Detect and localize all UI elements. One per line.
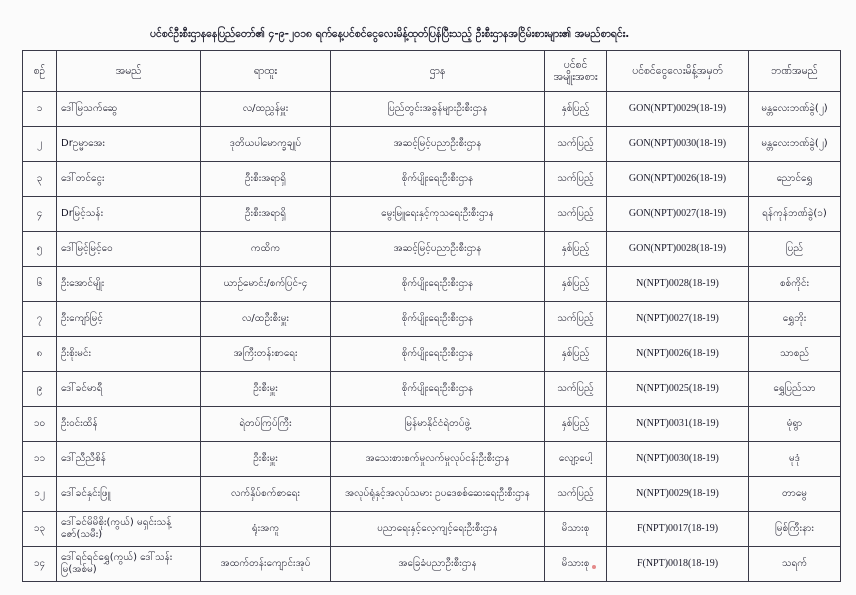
cell-serial: ၁၀ bbox=[23, 407, 57, 442]
cell-pension-type: သက်ပြည့် bbox=[545, 197, 607, 232]
cell-name: ဦးဝင်းထိန် bbox=[57, 407, 201, 442]
cell-serial: ၁၄ bbox=[23, 547, 57, 582]
cell-license-number: N(NPT)0027(18-19) bbox=[607, 302, 749, 337]
cell-rank: ဦးစီးမှူး bbox=[201, 442, 331, 477]
cell-pension-type: နှစ်ပြည့် bbox=[545, 407, 607, 442]
cell-department: စိုက်ပျိုးရေးဦးစီးဌာန bbox=[331, 162, 545, 197]
cell-bank: တာမွေ bbox=[749, 477, 841, 512]
cell-department: စိုက်ပျိုးရေးဦးစီးဌာန bbox=[331, 337, 545, 372]
cell-license-number: N(NPT)0025(18-19) bbox=[607, 372, 749, 407]
cell-pension-type: သက်ပြည့် bbox=[545, 127, 607, 162]
cell-rank: ရဲတပ်ကြပ်ကြီး bbox=[201, 407, 331, 442]
table-row bbox=[23, 92, 841, 127]
cell-serial: ၉ bbox=[23, 372, 57, 407]
cell-license-number: GON(NPT)0030(18-19) bbox=[607, 127, 749, 162]
cell-license-number: N(NPT)0029(18-19) bbox=[607, 477, 749, 512]
cell-bank: မန္တလေးဘဏ်ခွဲ(၂) bbox=[749, 92, 841, 127]
header-license-number: ပင်စင်ငွေလေးမိန့်အမှတ် bbox=[607, 51, 749, 92]
cell-serial: ၂ bbox=[23, 127, 57, 162]
cell-department: မြန်မာနိုင်ငံရဲတပ်ဖွဲ့ bbox=[331, 407, 545, 442]
table-row bbox=[23, 372, 841, 407]
cell-name: ဒေါ်တင်ငွေး bbox=[57, 162, 201, 197]
cell-name: ဒေါ်မြင့်မြင့်ဝေ bbox=[57, 232, 201, 267]
cell-license-number: F(NPT)0018(18-19) bbox=[607, 547, 749, 582]
table-row bbox=[23, 337, 841, 372]
cell-pension-type: နှစ်ပြည့် bbox=[545, 337, 607, 372]
cell-license-number: GON(NPT)0029(18-19) bbox=[607, 92, 749, 127]
cell-serial: ၇ bbox=[23, 302, 57, 337]
cell-serial: ၃ bbox=[23, 162, 57, 197]
cell-name: ဒေါ်မြသက်ဆွေ bbox=[57, 92, 201, 127]
cell-name: Drဥမ္မာအေး bbox=[57, 127, 201, 162]
cell-department: စိုက်ပျိုးရေးဦးစီးဌာန bbox=[331, 372, 545, 407]
cell-name: ဒေါ်ခင်နှင်းဖြူ bbox=[57, 477, 201, 512]
header-serial: စဉ် bbox=[23, 51, 57, 92]
cell-license-number: N(NPT)0026(18-19) bbox=[607, 337, 749, 372]
cell-name: Drမြင့်သန်း bbox=[57, 197, 201, 232]
cell-pension-type: မိသားစု bbox=[545, 547, 607, 582]
cell-bank: မုံရွာ bbox=[749, 407, 841, 442]
cell-pension-type: သက်ပြည့် bbox=[545, 162, 607, 197]
cell-serial: ၁၁ bbox=[23, 442, 57, 477]
cell-rank: ကထိက bbox=[201, 232, 331, 267]
cell-pension-type: သက်ပြည့် bbox=[545, 477, 607, 512]
cell-department: မွေးမြူရေးနှင့်ကုသရေးဦးစီးဌာန bbox=[331, 197, 545, 232]
cell-pension-type: နှစ်ပြည့် bbox=[545, 267, 607, 302]
cell-name: ဦးကျော်မြင့် bbox=[57, 302, 201, 337]
cell-pension-type: သက်ပြည့် bbox=[545, 302, 607, 337]
ink-mark bbox=[592, 565, 596, 569]
cell-department: အဆင့်မြင့်ပညာဦးစီးဌာန bbox=[331, 232, 545, 267]
cell-pension-type: မိသားစု bbox=[545, 512, 607, 547]
cell-pension-type: လျော့ပေါ့ bbox=[545, 442, 607, 477]
cell-department: အသေးစားစက်မှုလက်မှုလုပ်ငန်းဦးစီးဌာန bbox=[331, 442, 545, 477]
header-pension-type-line2: အမျိုးအစား bbox=[553, 71, 598, 83]
cell-rank: အထက်တန်းကျောင်းအုပ် bbox=[201, 547, 331, 582]
cell-license-number: GON(NPT)0028(18-19) bbox=[607, 232, 749, 267]
cell-license-number: N(NPT)0031(18-19) bbox=[607, 407, 749, 442]
table-row bbox=[23, 477, 841, 512]
cell-department: ပြည်တွင်းအခွန်များဦးစီးဌာန bbox=[331, 92, 545, 127]
table-row bbox=[23, 442, 841, 477]
cell-pension-type: နှစ်ပြည့် bbox=[545, 92, 607, 127]
table-row bbox=[23, 232, 841, 267]
header-pension-type bbox=[545, 51, 607, 92]
document-title: ပင်စင်ဦးစီးဌာနနေပြည်တော်၏ ၄-၉-၂၀၁၈ ရက်နေ့ပင်စင်ငွေလေးမိန့်ထုတ်ပြန်ပြီးသည့် ဦးစီးဌာနအငြိမ်းစားများ၏ အမည်စာရင်း. bbox=[150, 28, 630, 40]
cell-name: ဒေါ်ရင်ရင်ရွှေ(ကွယ်) ဒေါ်သန်းမြ(အစ်မ) bbox=[57, 547, 201, 582]
cell-serial: ၆ bbox=[23, 267, 57, 302]
cell-pension-type: နှစ်ပြည့် bbox=[545, 232, 607, 267]
cell-license-number: N(NPT)0028(18-19) bbox=[607, 267, 749, 302]
cell-bank: ရန်ကုန်ဘဏ်ခွဲ(၁) bbox=[749, 197, 841, 232]
cell-pension-type: သက်ပြည့် bbox=[545, 372, 607, 407]
cell-name: ဒေါ်ညီညီစိန် bbox=[57, 442, 201, 477]
header-name: အမည် bbox=[57, 51, 201, 92]
cell-rank: လ/ထဦးစီးမှူး bbox=[201, 302, 331, 337]
table-row bbox=[23, 267, 841, 302]
cell-bank: ရွှေဘိုး bbox=[749, 302, 841, 337]
cell-license-number: GON(NPT)0026(18-19) bbox=[607, 162, 749, 197]
cell-serial: ၁ bbox=[23, 92, 57, 127]
cell-serial: ၁၃ bbox=[23, 512, 57, 547]
cell-rank: လက်နှိပ်စက်စာရေး bbox=[201, 477, 331, 512]
cell-rank: ဦးစီးမှူး bbox=[201, 372, 331, 407]
cell-department: အခြေခံပညာဦးစီးဌာန bbox=[331, 547, 545, 582]
table-header-row bbox=[23, 51, 841, 92]
table-row bbox=[23, 512, 841, 547]
cell-rank: ရုံးအကူ bbox=[201, 512, 331, 547]
cell-bank: စစ်ကိုင်း bbox=[749, 267, 841, 302]
table-row bbox=[23, 197, 841, 232]
table-body bbox=[23, 92, 841, 582]
cell-serial: ၅ bbox=[23, 232, 57, 267]
cell-name: ဒေါ်ခင်မိမိစိုး(ကွယ်) မရှင်းသန့်ဇော်(သမီး) bbox=[57, 512, 201, 547]
cell-rank: ဦးစီးအရာရှိ bbox=[201, 162, 331, 197]
table-row bbox=[23, 162, 841, 197]
cell-bank: မန္တလေးဘဏ်ခွဲ(၂) bbox=[749, 127, 841, 162]
cell-bank: မုဒုံ bbox=[749, 442, 841, 477]
cell-license-number: F(NPT)0017(18-19) bbox=[607, 512, 749, 547]
table-row bbox=[23, 127, 841, 162]
table-row bbox=[23, 302, 841, 337]
cell-department: အလုပ်ရုံနှင့်အလုပ်သမား ဥပဒေစစ်ဆေးရေးဦးစီးဌာန bbox=[331, 477, 545, 512]
cell-name: ဦးစိုးမင်း bbox=[57, 337, 201, 372]
cell-bank: သာစည် bbox=[749, 337, 841, 372]
cell-rank: အကြီးတန်းစာရေး bbox=[201, 337, 331, 372]
cell-department: အဆင့်မြင့်ပညာဦးစီးဌာန bbox=[331, 127, 545, 162]
cell-bank: သရက် bbox=[749, 547, 841, 582]
cell-bank: ပြည် bbox=[749, 232, 841, 267]
cell-rank: ယာဉ်မောင်း/စက်ပြင်-၄ bbox=[201, 267, 331, 302]
header-pension-type-line1: ပင်စင် bbox=[563, 59, 588, 71]
cell-license-number: N(NPT)0030(18-19) bbox=[607, 442, 749, 477]
cell-department: စိုက်ပျိုးရေးဦးစီးဌာန bbox=[331, 302, 545, 337]
cell-rank: ဦးစီးအရာရှိ bbox=[201, 197, 331, 232]
cell-name: ဦးအောင်မျိုး bbox=[57, 267, 201, 302]
cell-bank: မြစ်ကြီးနား bbox=[749, 512, 841, 547]
pension-roster-table bbox=[22, 50, 841, 582]
header-rank: ရာထူး bbox=[201, 51, 331, 92]
table-row bbox=[23, 407, 841, 442]
cell-name: ဒေါ်ခင်မာရီ bbox=[57, 372, 201, 407]
header-department: ဌာန bbox=[331, 51, 545, 92]
cell-bank: ရွှေပြည်သာ bbox=[749, 372, 841, 407]
cell-department: ပညာရေးနှင့်လေ့ကျင့်ရေးဦးစီးဌာန bbox=[331, 512, 545, 547]
cell-license-number: GON(NPT)0027(18-19) bbox=[607, 197, 749, 232]
cell-department: စိုက်ပျိုးရေးဦးစီးဌာန bbox=[331, 267, 545, 302]
cell-bank: ညောင်ရွှေ bbox=[749, 162, 841, 197]
cell-rank: ဒုတိယပါမောက္ခချုပ် bbox=[201, 127, 331, 162]
cell-serial: ၄ bbox=[23, 197, 57, 232]
header-bank: ဘဏ်အမည် bbox=[749, 51, 841, 92]
table-row bbox=[23, 547, 841, 582]
cell-rank: လ/ထညွှန်မှူး bbox=[201, 92, 331, 127]
cell-serial: ၈ bbox=[23, 337, 57, 372]
cell-serial: ၁၂ bbox=[23, 477, 57, 512]
